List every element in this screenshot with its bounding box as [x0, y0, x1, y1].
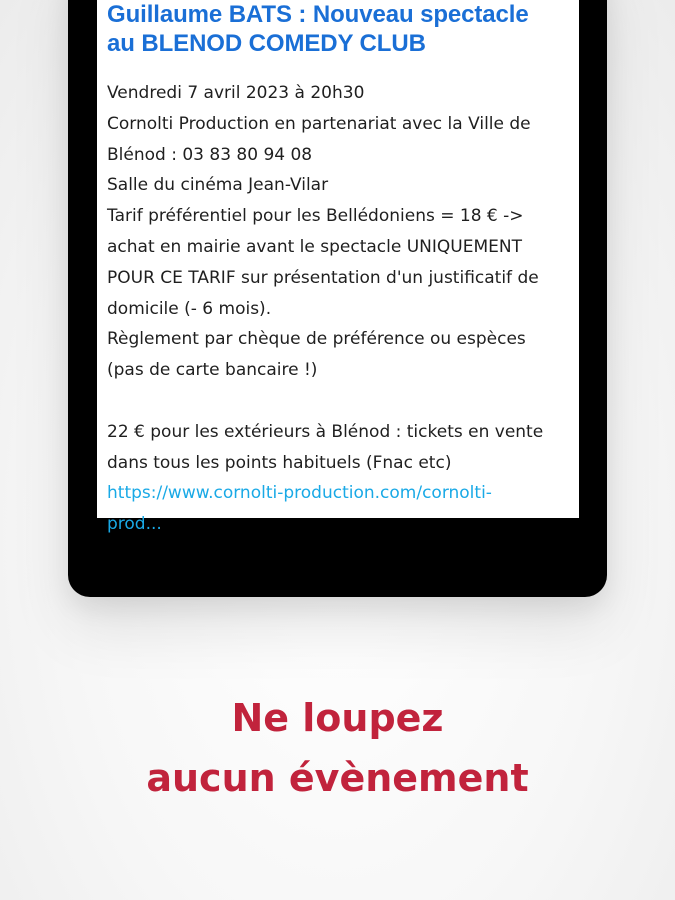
- paragraph-spacer: [107, 386, 577, 417]
- ticket-link-continued[interactable]: prod...: [107, 514, 162, 535]
- event-date: Vendredi 7 avril 2023 à 20h30: [107, 83, 365, 103]
- tagline-line-1: Ne loupez: [231, 696, 444, 740]
- event-title-line: au BLENOD COMEDY CLUB: [107, 30, 426, 57]
- event-description: [107, 78, 577, 540]
- description-line: (pas de carte bancaire !): [107, 360, 318, 381]
- description-line: Règlement par chèque de préférence ou espèces: [107, 329, 526, 350]
- event-title: [107, 0, 577, 58]
- description-line: POUR CE TARIF sur présentation d'un justificatif de: [107, 267, 539, 288]
- ticket-link[interactable]: https://www.cornolti-production.com/cornolti-: [107, 483, 492, 504]
- event-article: [107, 0, 577, 540]
- event-title-line: Guillaume BATS : Nouveau spectacle: [107, 1, 529, 28]
- description-line: achat en mairie avant le spectacle UNIQUEMENT: [107, 236, 522, 257]
- promo-tagline: [0, 688, 675, 808]
- device-screen: [97, 0, 579, 535]
- description-line: Blénod : 03 83 80 94 08: [107, 144, 313, 165]
- description-line: dans tous les points habituels (Fnac etc): [107, 452, 452, 473]
- event-venue: Salle du cinéma Jean-Vilar: [107, 175, 329, 196]
- description-line: domicile (- 6 mois).: [107, 298, 272, 319]
- tagline-line-2: aucun évènement: [146, 756, 529, 800]
- description-line: Cornolti Production en partenariat avec la Ville de: [107, 113, 531, 134]
- description-line: Tarif préférentiel pour les Bellédoniens = 18 € ->: [107, 206, 524, 227]
- description-line: 22 € pour les extérieurs à Blénod : tickets en vente: [107, 421, 544, 442]
